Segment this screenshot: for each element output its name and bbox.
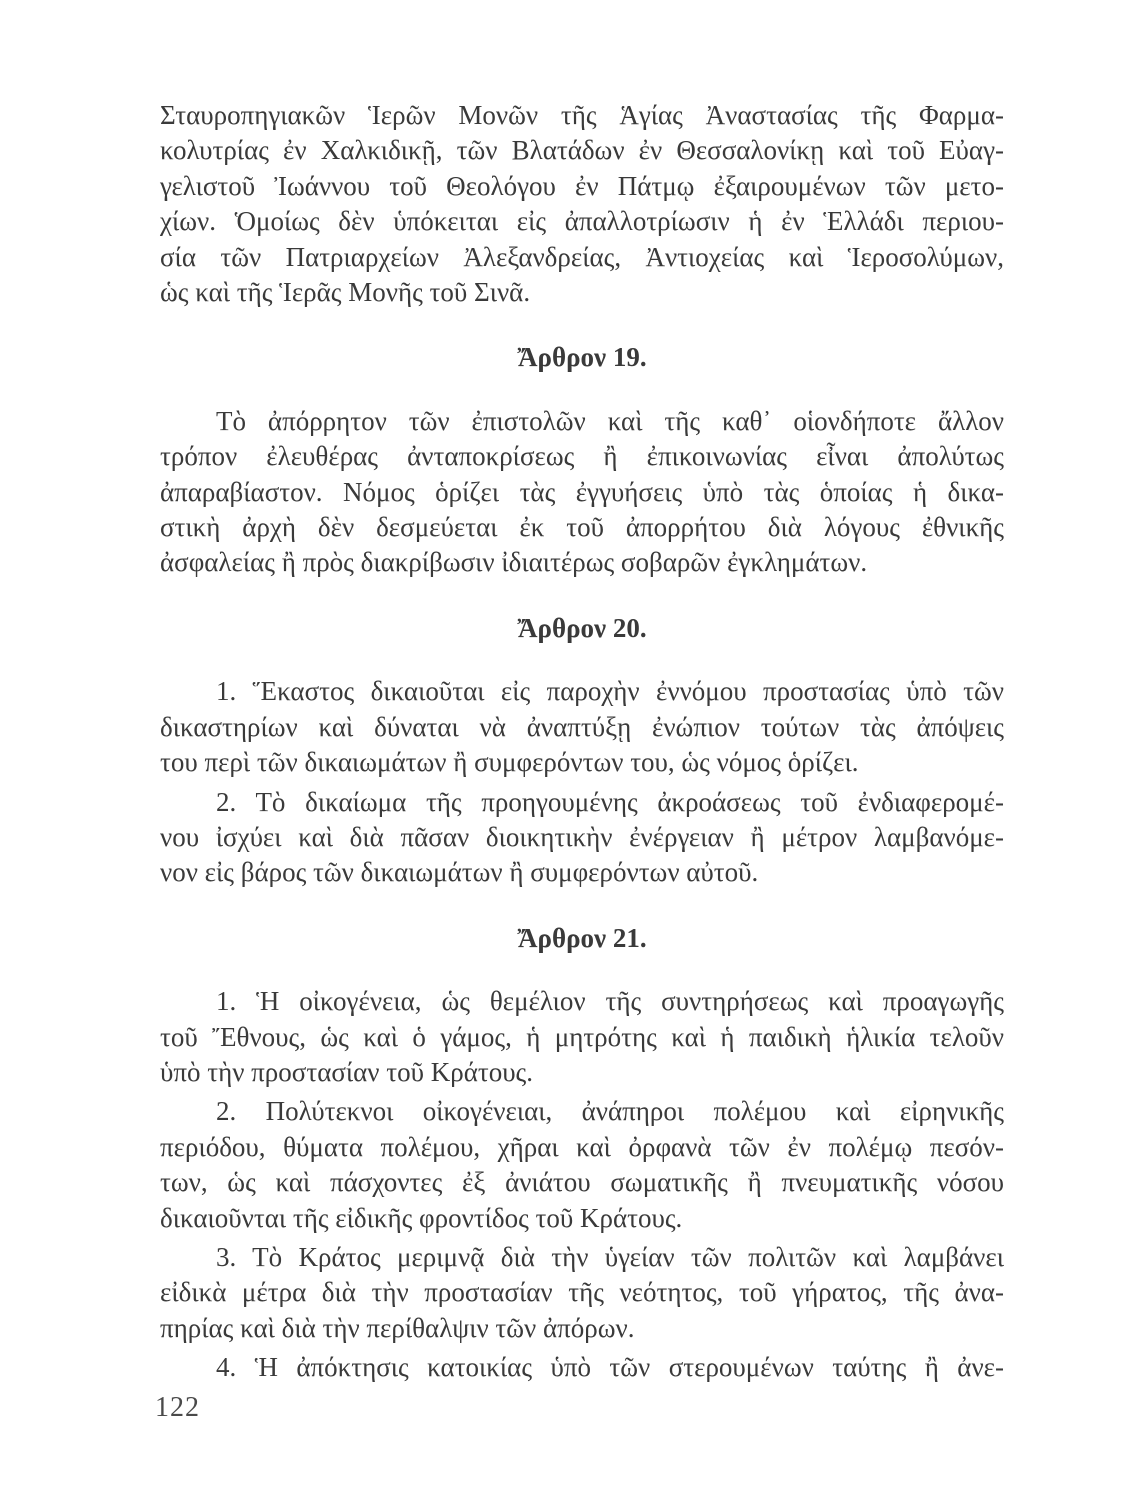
text-line: δικαιοῦνται τῆς εἰδικῆς φροντίδος τοῦ Κράτους. bbox=[160, 1202, 683, 1233]
text-line: τοῦ Ἔθνους, ὡς καὶ ὁ γάμος, ἡ μητρότης καὶ ἡ παιδικὴ ἡλικία τελοῦν bbox=[160, 1021, 1004, 1052]
text-line: ἀπαραβίαστον. Νόμος ὁρίζει τὰς ἐγγυήσεις ὑπὸ τὰς ὁποίας ἡ δικα- bbox=[160, 476, 1004, 507]
text-line: των, ὡς καὶ πάσχοντες ἐξ ἀνιάτου σωματικῆς ἢ πνευματικῆς νόσου bbox=[160, 1167, 1004, 1198]
text-column bbox=[160, 98, 1004, 1386]
article-21-paragraph-2 bbox=[160, 1094, 1004, 1236]
article-19-paragraph bbox=[160, 404, 1004, 581]
text-line: 3. Τὸ Κράτος μεριμνᾷ διὰ τὴν ὑγείαν τῶν πολιτῶν καὶ λαμβάνει bbox=[216, 1241, 1004, 1272]
text-line: Τὸ ἀπόρρητον τῶν ἐπιστολῶν καὶ τῆς καθ᾽ οἱονδήποτε ἄλλον bbox=[216, 405, 1004, 436]
text-line: γελιστοῦ Ἰωάννου τοῦ Θεολόγου ἐν Πάτμῳ ἐξαιρουμένων τῶν μετο- bbox=[160, 170, 1004, 201]
text-line: ἀσφαλείας ἢ πρὸς διακρίβωσιν ἰδιαιτέρως σοβαρῶν ἐγκλημάτων. bbox=[160, 547, 868, 578]
text-line: στικὴ ἀρχὴ δὲν δεσμεύεται ἐκ τοῦ ἀπορρήτου διὰ λόγους ἐθνικῆς bbox=[160, 512, 1004, 543]
text-line: 2. Τὸ δικαίωμα τῆς προηγουμένης ἀκροάσεως τοῦ ἐνδιαφερομέ- bbox=[216, 786, 1004, 817]
article-21-paragraph-4 bbox=[160, 1350, 1004, 1385]
text-line: 1. Ἕκαστος δικαιοῦται εἰς παροχὴν ἐννόμου προστασίας ὑπὸ τῶν bbox=[216, 676, 1004, 707]
article-20-paragraph-1 bbox=[160, 674, 1004, 780]
article-20-heading: Ἄρθρον 20. bbox=[517, 612, 647, 643]
text-line: τρόπον ἐλευθέρας ἀνταποκρίσεως ἢ ἐπικοινωνίας εἶναι ἀπολύτως bbox=[160, 441, 1004, 472]
text-line: χίων. Ὁμοίως δὲν ὑπόκειται εἰς ἀπαλλοτρίωσιν ἡ ἐν Ἑλλάδι περιου- bbox=[160, 206, 1004, 237]
article-21-paragraph-3 bbox=[160, 1240, 1004, 1346]
text-line: νον εἰς βάρος τῶν δικαιωμάτων ἢ συμφερόντων αὐτοῦ. bbox=[160, 857, 759, 888]
text-line: νου ἰσχύει καὶ διὰ πᾶσαν διοικητικὴν ἐνέργειαν ἢ μέτρον λαμβανόμε- bbox=[160, 821, 1004, 852]
text-line: 4. Ἡ ἀπόκτησις κατοικίας ὑπὸ τῶν στερουμένων ταύτης ἢ ἀνε- bbox=[216, 1352, 1004, 1383]
text-line: 2. Πολύτεκνοι οἰκογένειαι, ἀνάπηροι πολέμου καὶ εἰρηνικῆς bbox=[216, 1096, 1004, 1127]
text-line: ὡς καὶ τῆς Ἱερᾶς Μονῆς τοῦ Σινᾶ. bbox=[160, 277, 531, 308]
text-line: δικαστηρίων καὶ δύναται νὰ ἀναπτύξῃ ἐνώπιον τούτων τὰς ἀπόψεις bbox=[160, 711, 1004, 742]
text-line: κολυτρίας ἐν Χαλκιδικῇ, τῶν Βλατάδων ἐν Θεσσαλονίκῃ καὶ τοῦ Εὐαγ- bbox=[160, 135, 1004, 166]
text-line: του περὶ τῶν δικαιωμάτων ἢ συμφερόντων του, ὡς νόμος ὁρίζει. bbox=[160, 747, 859, 778]
text-line: ὑπὸ τὴν προστασίαν τοῦ Κράτους. bbox=[160, 1056, 534, 1087]
text-line: πηρίας καὶ διὰ τὴν περίθαλψιν τῶν ἀπόρων. bbox=[160, 1312, 635, 1343]
article-21-heading: Ἄρθρον 21. bbox=[517, 922, 647, 953]
text-line: εἰδικὰ μέτρα διὰ τὴν προστασίαν τῆς νεότητος, τοῦ γήρατος, τῆς ἀνα- bbox=[160, 1277, 1004, 1308]
text-line: περιόδου, θύματα πολέμου, χῆραι καὶ ὀρφανὰ τῶν ἐν πολέμῳ πεσόν- bbox=[160, 1131, 1004, 1162]
article-19-heading: Ἄρθρον 19. bbox=[517, 342, 647, 373]
text-line: Σταυροπηγιακῶν Ἱερῶν Μονῶν τῆς Ἁγίας Ἀναστασίας τῆς Φαρμα- bbox=[160, 100, 1004, 130]
continuation-paragraph bbox=[160, 98, 1004, 310]
article-21-paragraph-1 bbox=[160, 984, 1004, 1090]
article-20-paragraph-2 bbox=[160, 785, 1004, 891]
text-line: 1. Ἡ οἰκογένεια, ὡς θεμέλιον τῆς συντηρήσεως καὶ προαγωγῆς bbox=[216, 986, 1004, 1017]
text-line: σία τῶν Πατριαρχείων Ἀλεξανδρείας, Ἀντιοχείας καὶ Ἱεροσολύμων, bbox=[160, 241, 1004, 272]
page-number: 122 bbox=[155, 1392, 200, 1423]
